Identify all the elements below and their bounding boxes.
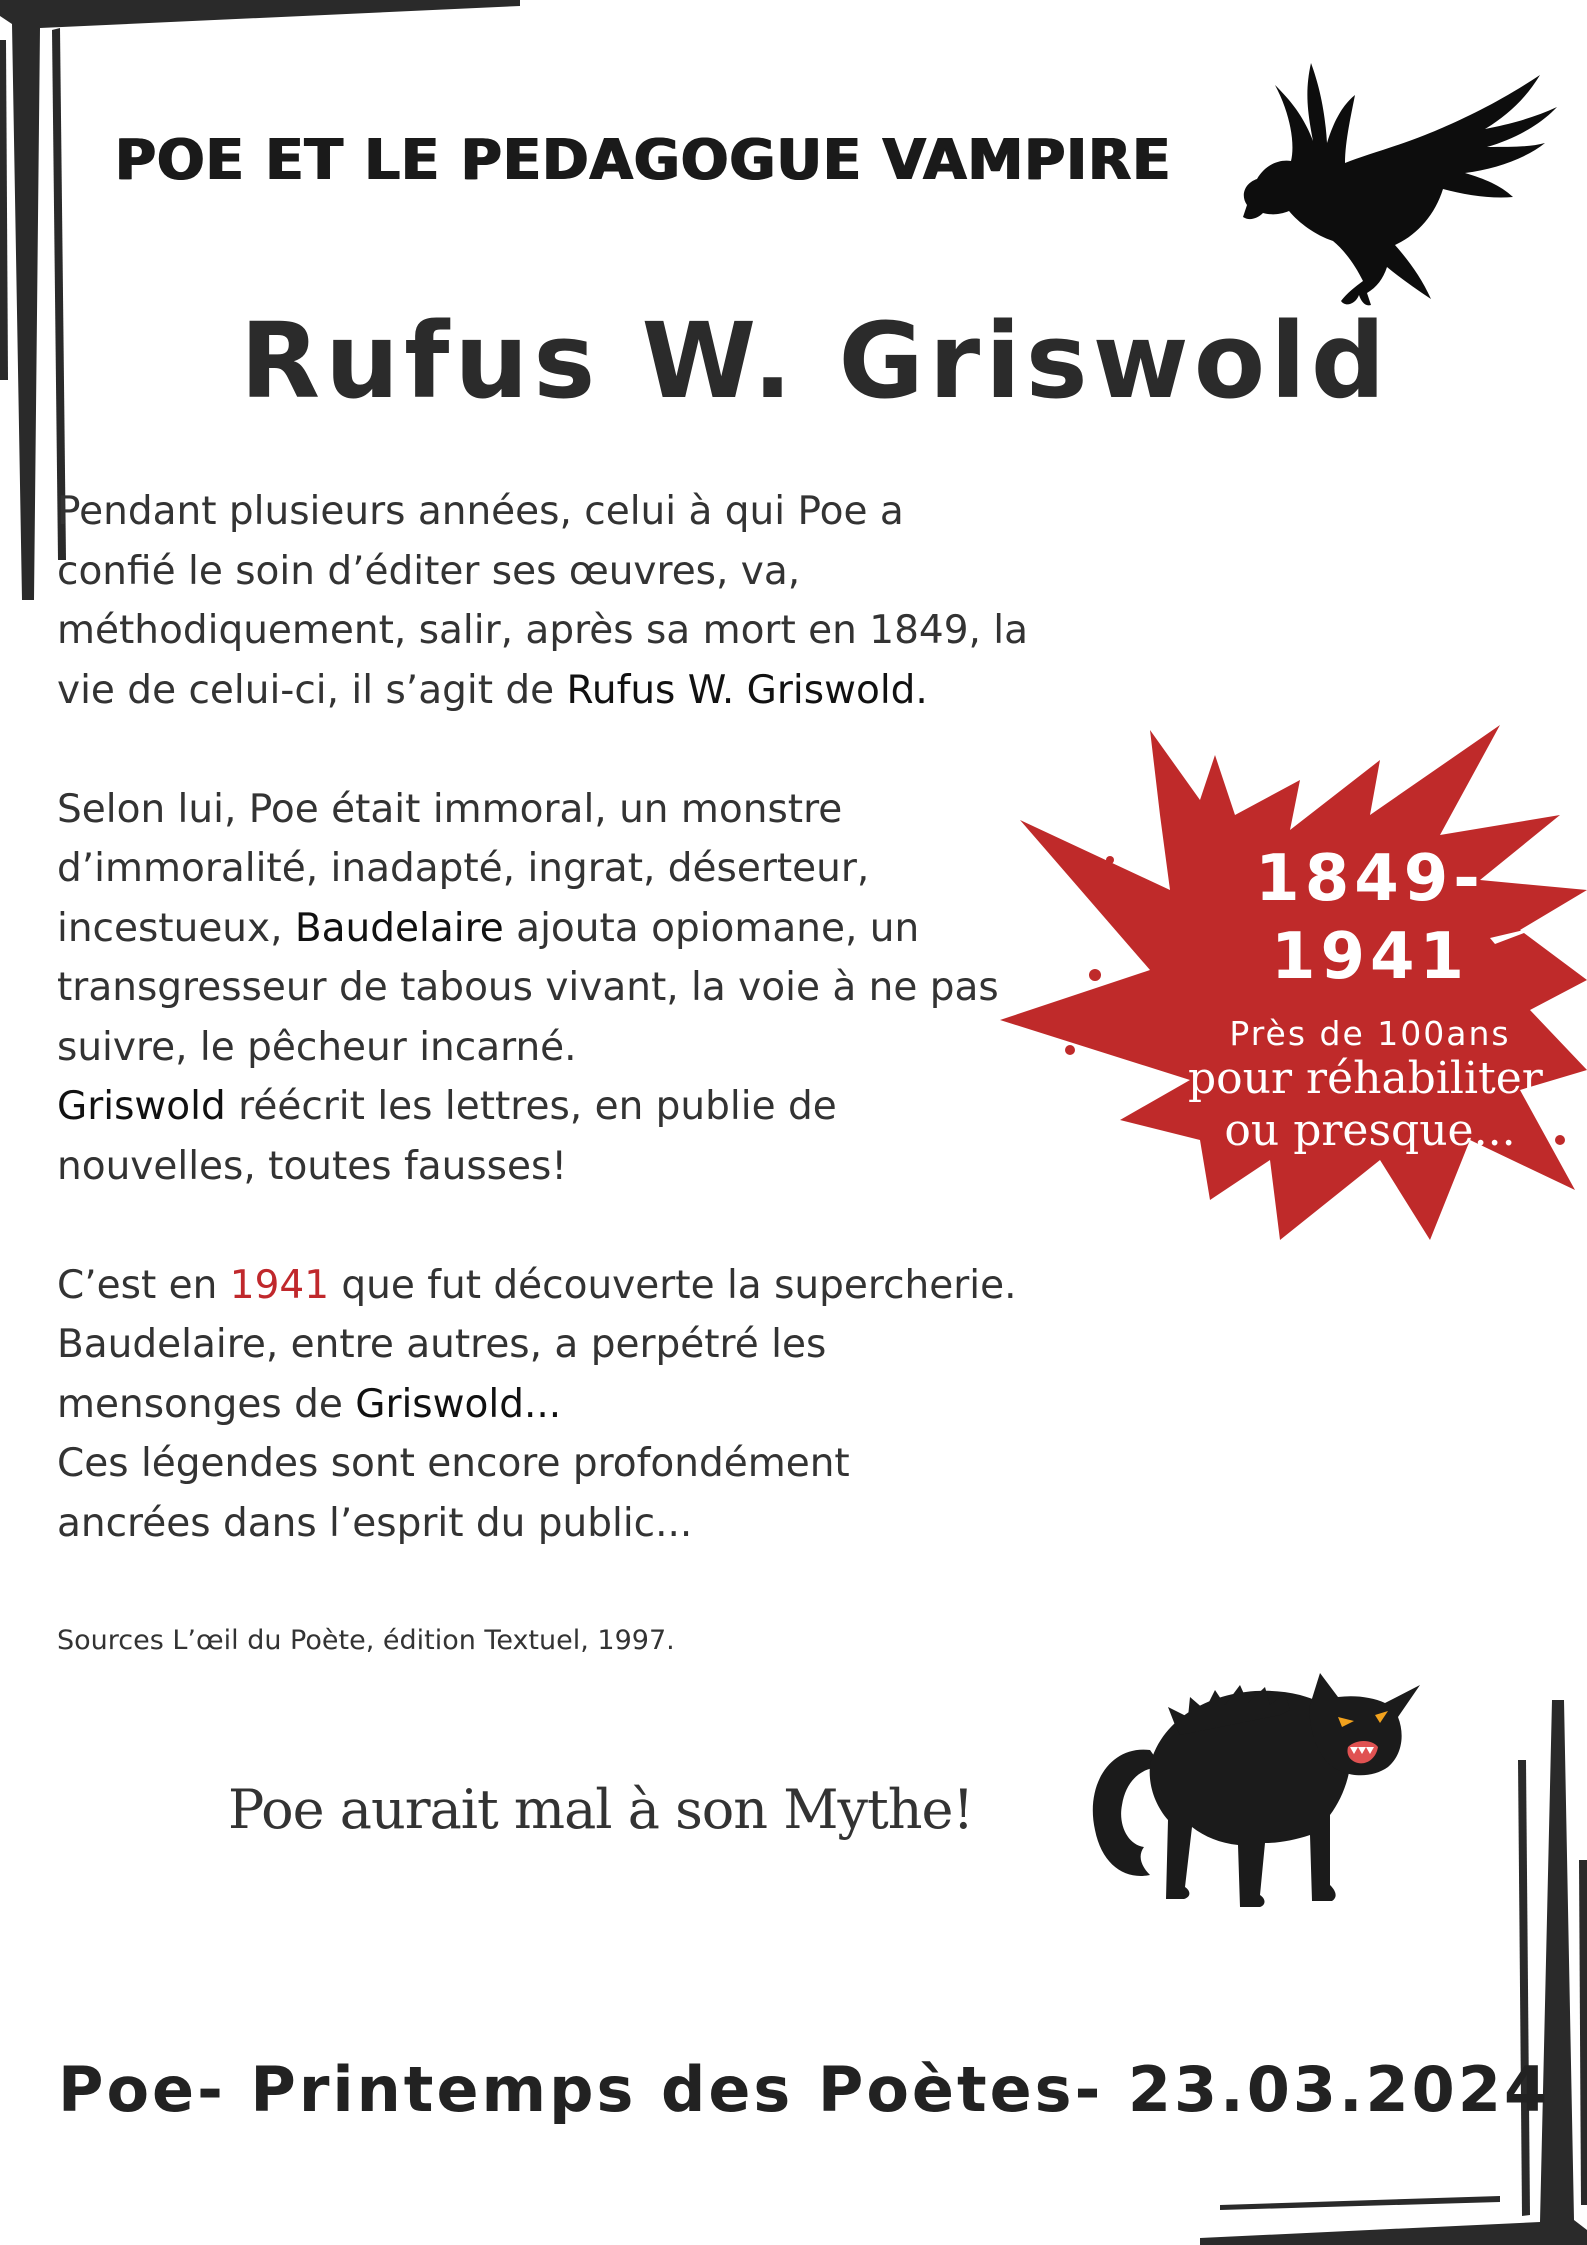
subject-name: Rufus W. Griswold xyxy=(240,300,1391,422)
black-cat-icon xyxy=(1080,1655,1440,1925)
badge-subtitle: Près de 100ans xyxy=(1229,1014,1511,1053)
year-highlight: 1941 xyxy=(229,1262,330,1308)
griswold-name: Griswold... xyxy=(355,1381,562,1427)
paragraph-1: Pendant plusieurs années, celui à qui Poe a confié le soin d’éditer ses œuvres, va, méthodiquement, salir, après sa mort en 1849, la vie de celui-ci, il s’agit de Rufus W. Griswold. xyxy=(57,489,1029,713)
header-title: POE ET LE PEDAGOGUE VAMPIRE xyxy=(115,128,1172,193)
tagline: Poe aurait mal à son Mythe! xyxy=(228,1778,974,1841)
footer-event: Poe- Printemps des Poètes- 23.03.2024 xyxy=(58,2053,1551,2126)
sources-note: Sources L’œil du Poète, édition Textuel, 1997. xyxy=(57,1625,675,1656)
badge-line-2: ou presque... xyxy=(1224,1105,1516,1156)
paragraph-2: Selon lui, Poe était immoral, un monstre d’immoralité, inadapté, ingrat, déserteur, incestueux, Baudelaire ajouta opiomane, un transgresseur de tabous vivant, la voie à ne pas suivre, le pêcheur incarné. Griswold réécrit les lettres, en publie de nouvelles, toutes fausses! xyxy=(57,786,999,1189)
baudelaire-name: Baudelaire xyxy=(294,905,504,951)
article-body xyxy=(57,482,1067,1553)
griswold-name: Rufus W. Griswold. xyxy=(566,667,928,713)
badge-years: 1849- 1941 xyxy=(1255,842,1485,994)
griswold-name: Griswold xyxy=(57,1084,226,1129)
paragraph-3: C’est en 1941 que fut découverte la supercherie. Baudelaire, entre autres, a perpétré les mensonges de Griswold... Ces légendes sont encore profondément ancrées dans l’esprit du public... xyxy=(57,1262,1017,1546)
badge-line-1: pour réhabiliter, xyxy=(1188,1053,1552,1104)
date-badge xyxy=(1175,840,1565,1157)
